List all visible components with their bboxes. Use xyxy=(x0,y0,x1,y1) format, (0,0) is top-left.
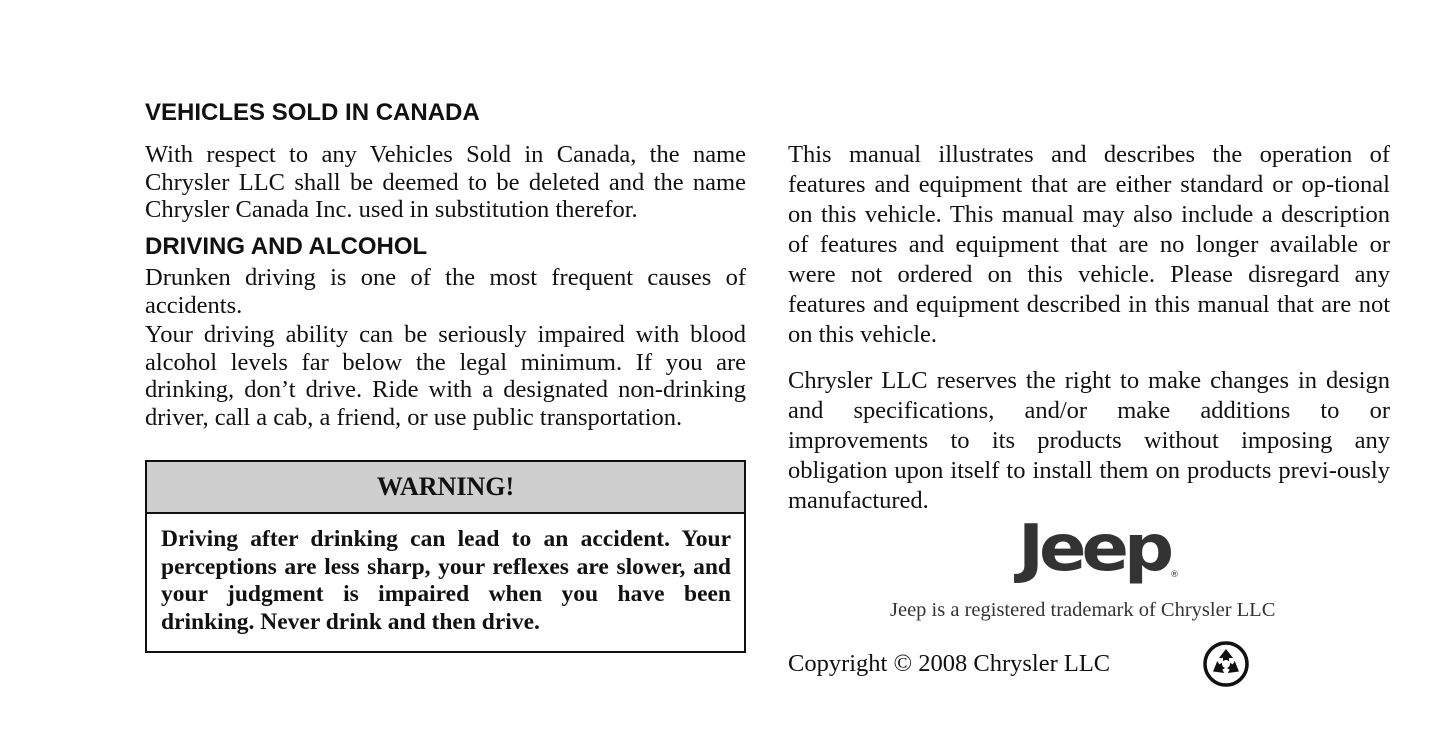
registered-mark: ® xyxy=(1170,570,1179,580)
rights-reserved-paragraph: Chrysler LLC reserves the right to make changes in design and specifications, and/or make additions to or improvements to its products without imposing any obligation upon itself to install them on products previ-ously manufactured. xyxy=(788,367,1390,514)
alcohol-paragraph-2: Your driving ability can be seriously impaired with blood alcohol levels far below the legal minimum. If you are drinking, don’t drive. Ride with a designated non-drinking driver, call a cab, a friend, or use public transportation. xyxy=(145,321,746,431)
warning-box xyxy=(145,460,746,653)
alcohol-heading: DRIVING AND ALCOHOL xyxy=(145,233,428,260)
canada-heading: VEHICLES SOLD IN CANADA xyxy=(145,99,480,126)
warning-title: WARNING! xyxy=(147,462,744,514)
warning-text: Driving after drinking can lead to an accident. Your perceptions are less sharp, your reflexes are slower, and your judgment is impaired when you have been drinking. Never drink and then drive. xyxy=(161,526,731,635)
alcohol-paragraph-1: Drunken driving is one of the most frequent causes of accidents. xyxy=(145,264,746,319)
jeep-logo: Jeep xyxy=(1018,510,1170,586)
trademark-note: Jeep is a registered trademark of Chrysler LLC xyxy=(890,599,1276,621)
manual-description-paragraph: This manual illustrates and describes the operation of features and equipment that are either standard or op-tional on this vehicle. This manual may also include a description of features and equipment that are no longer available or were not ordered on this vehicle. Please disregard any features and equipment described in this manual that are not on this vehicle. xyxy=(788,141,1390,348)
copyright-notice: Copyright © 2008 Chrysler LLC xyxy=(788,650,1111,677)
recycle-icon xyxy=(1203,641,1249,687)
canada-paragraph: With respect to any Vehicles Sold in Canada, the name Chrysler LLC shall be deemed to be deleted and the name Chrysler Canada Inc. used in substitution therefor. xyxy=(145,141,746,223)
